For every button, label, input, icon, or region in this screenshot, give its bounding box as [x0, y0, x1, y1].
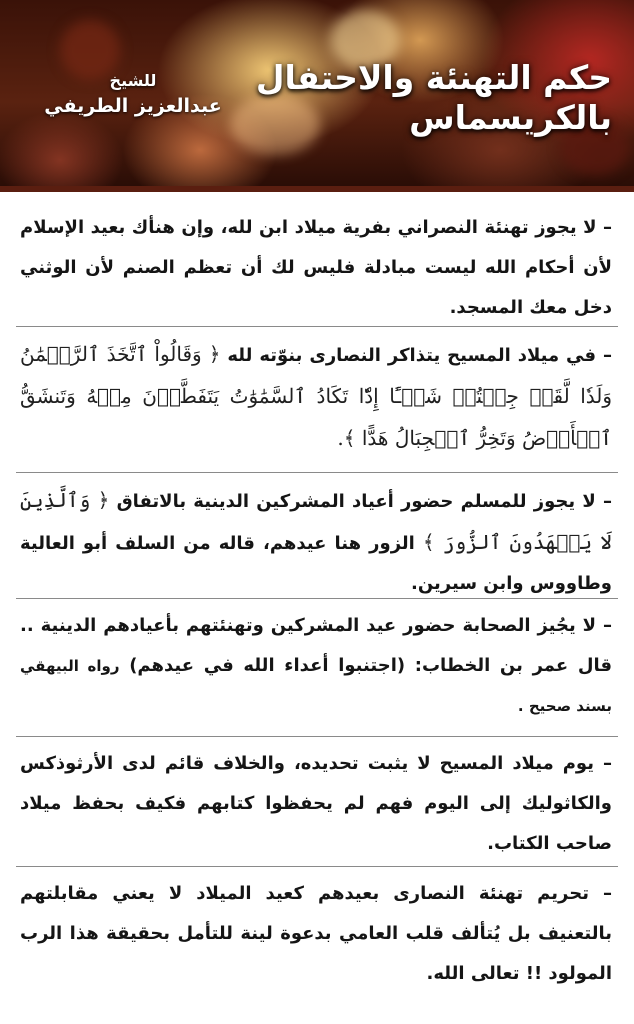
paragraph-5-text: – يوم ميلاد المسيح لا يثبت تحديده، والخلاف قائم لدى الأرثوذكس والكاثوليك إلى اليوم فهم لم يحفظوا كتابهم فكيف بحفظ ميلاد صاحب الكتاب. — [20, 753, 612, 854]
author-prefix: للشيخ — [109, 71, 157, 90]
quran-verse: ﴿ وَٱلَّذِينَ لَا يَشۡهَدُونَ ٱلزُّورَ ﴾ — [20, 488, 612, 554]
paragraph-1-text: – لا يجوز تهنئة النصراني بفرية ميلاد ابن لله، وإن هنأك بعيد الإسلام لأن أحكام الله ليست مبادلة فليس لك أن تعظم الصنم لأن الوثني دخل معك المسجد. — [20, 217, 612, 318]
paragraph-4 — [20, 606, 612, 726]
section-divider — [16, 472, 618, 473]
section-divider — [16, 866, 618, 867]
paragraph-5 — [20, 744, 612, 864]
paragraph-3-tail: الزور هنا عيدهم، قاله من السلف أبو العالية وطاووس وابن سيرين. — [20, 533, 612, 594]
hadith-source: رواه البيهقي بسند صحيح . — [20, 657, 612, 715]
section-divider — [16, 326, 618, 327]
section-divider — [16, 598, 618, 599]
section-divider — [16, 736, 618, 737]
article-body — [0, 196, 634, 1024]
quran-verse: ﴿ وَقَالُواْ ٱتَّخَذَ ٱلرَّحۡمَٰنُ وَلَدٗا لَّقَدۡ جِئۡتُمۡ شَيۡـًٔا إِدّٗا تَكَادُ ٱلسَّمَٰوَٰتُ يَتَفَطَّرۡنَ مِنۡهُ وَتَنشَقُّ ٱلۡأَرۡضُ وَتَخِرُّ ٱلۡجِبَالُ هَدًّا ﴾. — [20, 342, 612, 450]
paragraph-6-text: – تحريم تهنئة النصارى بعيدهم كعيد الميلاد لا يعني مقابلتهم بالتعنيف بل يُتألف قلب العامي بدعوة لينة للتأمل بحقيقة هذا الرب المولود !! تعالى الله. — [20, 883, 612, 984]
page-title: حكم التهنئة والاحتفال بالكريسماس — [255, 58, 612, 137]
paragraph-4-lead: – لا يجُيز الصحابة حضور عيد المشركين وتهنئتهم بأعيادهم الدينية .. قال عمر بن الخطاب: (اجتنبوا أعداء الله في عيدهم) — [20, 615, 612, 676]
paragraph-3 — [20, 480, 612, 604]
paragraph-2-lead: – في ميلاد المسيح يتذاكر النصارى بنوّته لله — [227, 345, 612, 366]
author-name: عبدالعزيز الطريفي — [44, 95, 222, 117]
paragraph-2 — [20, 334, 612, 460]
header-banner — [0, 0, 634, 186]
paragraph-6 — [20, 874, 612, 994]
author-credit — [18, 70, 248, 120]
header-divider-band — [0, 186, 634, 192]
paragraph-3-lead: – لا يجوز للمسلم حضور أعياد المشركين الدينية بالاتفاق — [116, 491, 612, 512]
paragraph-1 — [20, 208, 612, 328]
